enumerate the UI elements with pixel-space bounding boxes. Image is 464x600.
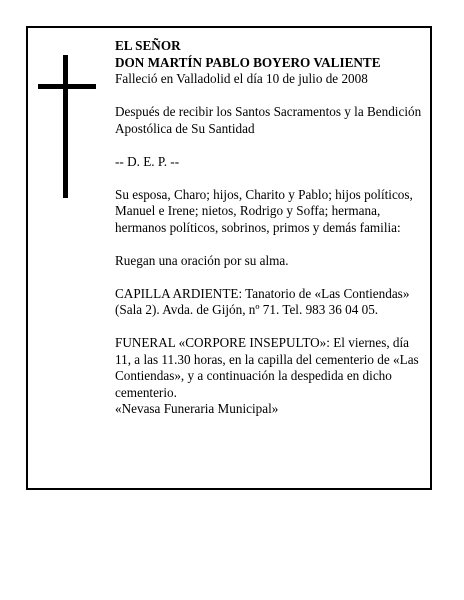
sacraments-statement: Después de recibir los Santos Sacramentos y la Bendición Apostólica de Su Santidad [115, 104, 422, 136]
cross-horizontal-bar [38, 84, 96, 89]
funeral-home: «Nevasa Funeraria Municipal» [115, 401, 279, 416]
rip-line: -- D. E. P. -- [115, 153, 180, 169]
obituary-text [115, 38, 427, 418]
notice-title: EL SEÑOR [115, 38, 181, 53]
death-statement: Falleció en Valladolid el día 10 de julio de 2008 [115, 71, 368, 86]
family-statement: Su esposa, Charo; hijos, Charito y Pablo; hijos políticos, Manuel e Irene; nietos, Rodrigo y Soffa; hermana, hermanos políticos, sobrinos, primos y demás familia: [115, 186, 413, 235]
deceased-name: DON MARTÍN PABLO BOYERO VALIENTE [115, 54, 381, 70]
funeral-details: FUNERAL «CORPORE INSEPULTO»: El viernes, día 11, a las 11.30 horas, en la capilla del cementerio de «Las Contiendas», y a continuación la despedida en dicho cementerio. [115, 335, 419, 400]
cross-vertical-bar [63, 55, 68, 198]
chapel-line-2: (Sala 2). Avda. de Gijón, nº 71. Tel. 983 36 04 05. [115, 302, 379, 317]
prayer-request: Ruegan una oración por su alma. [115, 252, 289, 268]
chapel-line-1: CAPILLA ARDIENTE: Tanatorio de «Las Contiendas» [115, 285, 410, 301]
